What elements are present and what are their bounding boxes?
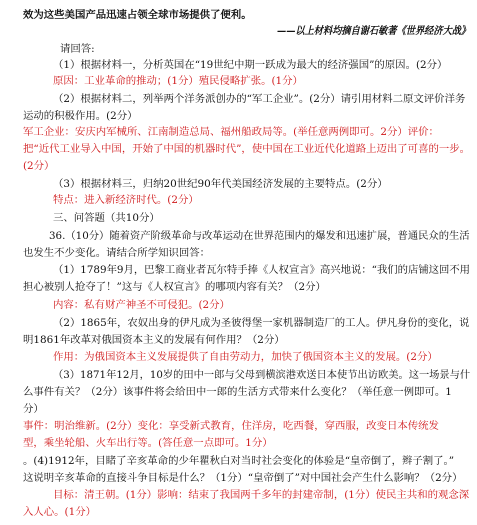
question-line: （3）1871年12月，10岁的田中一郎与父母到横滨港欢送日本使节出访欧美。这一场景与什 — [53, 369, 471, 381]
question-line: 36.（10分）随着资产阶级革命与改革运动在世界范围内的爆发和迅速扩展，普通民众的生活 — [49, 230, 470, 242]
question-line: 。(4)1912年，目睹了辛亥革命的少年瞿秋白对当时社会变化的体验是“皇帝倒了，辫子割了。” — [23, 455, 455, 467]
source-citation: ——以上材料均摘自谢石敏著《世界经济大战》 — [277, 25, 471, 37]
answer-line: 事件：明治维新。(2分）变化：享受新式教育，住洋房，吃西餐，穿西服，改变日本传统发 — [23, 420, 439, 432]
answer-line: 入人心。(1分） — [23, 506, 97, 518]
prompt-line: 请回答: — [60, 43, 95, 55]
answer-line: 型，乘坐轮船、火车出行等。(答任意一点即可。1分） — [23, 437, 273, 449]
section-heading: 三、问答题（共10分） — [53, 212, 160, 224]
text-line: 效为这些美国产品迅速占领全球市场提供了便利。 — [23, 9, 252, 21]
answer-line: 目标：清王朝。(1分）影响：结束了我国两千多年的封建帝制，(1分）使民主共和的观念深 — [53, 489, 470, 501]
question-line: （2）1865年，农奴出身的伊凡成为圣彼得堡一家机器制造厂的工人。伊凡身份的变化，说 — [53, 317, 470, 329]
question-line: （2）根据材料二，列举两个洋务派创办的“军工企业”。(2分）请引用材料二原文评价洋务 — [53, 93, 466, 105]
question-line: 运动的积极作用。(2分） — [23, 110, 138, 122]
question-line: （1）1789年9月，巴黎工商业者瓦尔特手捧《人权宣言》高兴地说：“我们的店铺这回不用 — [53, 264, 471, 276]
question-line: 也发生不少变化。请结合所学知识回答： — [23, 247, 211, 259]
answer-line: (2分） — [23, 160, 55, 172]
question-line: 么事件有关？（2分）该事件将会给田中一郎的生活方式带来什么变化？（举任意一例即可。1 — [23, 386, 452, 398]
question-line: 分） — [23, 403, 44, 415]
question-line: （1）根据材料一，分析英国在“19世纪中期一跃成为最大的经济强国”的原因。(2分） — [53, 59, 448, 71]
question-line: 这说明辛亥革命的直接斗争目标是什么？（1分）“皇帝倒了”对中国社会产生什么影响？（2分） — [23, 472, 463, 484]
answer-line: 军工企业：安庆内军械所、江南制造总局、福州船政局等。(举任意两例即可。2分）评价： — [23, 126, 439, 138]
answer-line: 内容：私有财产神圣不可侵犯。(2分） — [53, 299, 230, 311]
answer-line: 作用：为俄国资本主义发展提供了自由劳动力，加快了俄国资本主义的发展。(2分） — [53, 351, 438, 363]
answer-line: 把“近代工业导入中国，开始了中国的机器时代”，使中国在工业近代化道路上迈出了可喜的一步。 — [23, 143, 471, 155]
answer-line: 特点：进入新经济时代。(2分） — [53, 194, 199, 206]
question-line: 明1861年改革对俄国资本主义的发展有何作用？（2分） — [23, 334, 285, 346]
answer-line: 原因：工业革命的推动；(1分）殖民侵略扩张。(1分） — [53, 75, 303, 87]
question-line: 担心被别人抢夺了！”这与《人权宣言》的哪项内容有关？（2分） — [23, 281, 326, 293]
question-line: （3）根据材料三，归纳20世纪90年代美国经济发展的主要特点。(2分） — [53, 178, 388, 190]
